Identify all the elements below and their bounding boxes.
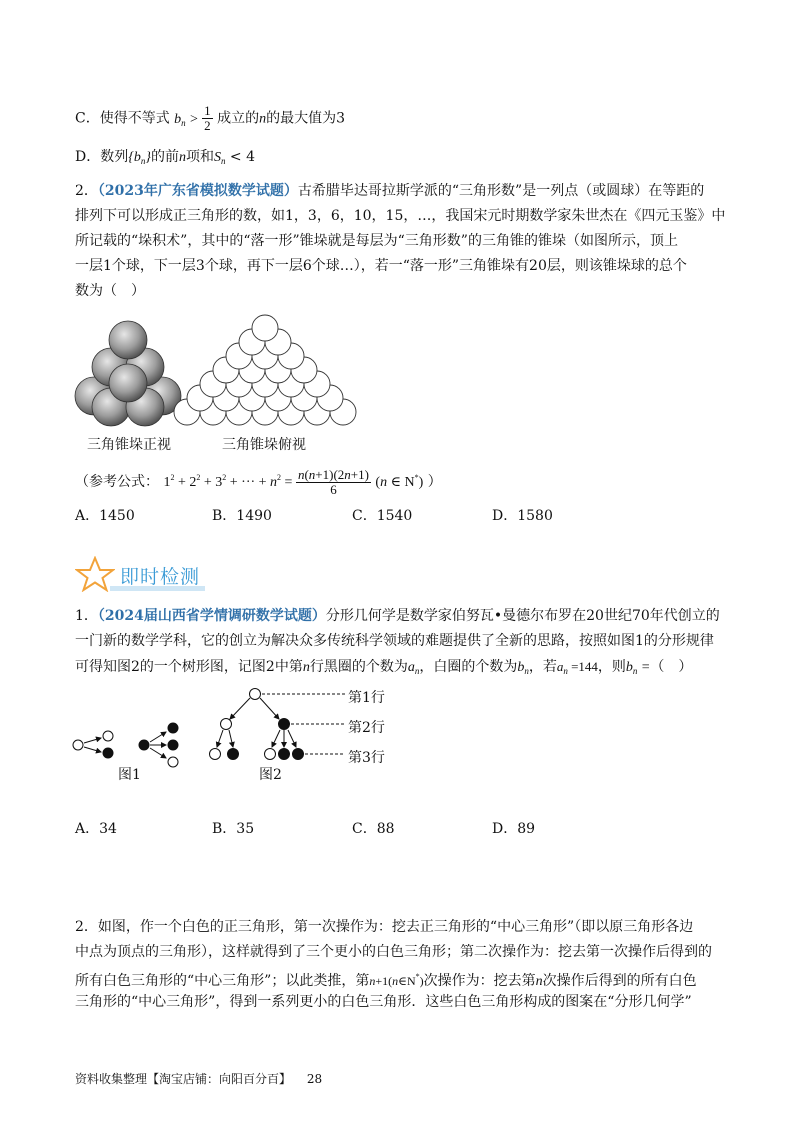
q3-option-b[interactable]: B．35 [212,821,255,837]
row-label-2: 第2行 [348,720,385,736]
sphere-pile-top-view [174,315,356,425]
q3-source: （2024届山西省学情调研数学试题） [97,608,326,624]
formula-fraction: $\frac{n(n+1)(2n+1)}{6}$ [297,466,369,497]
q2-option-b[interactable]: B．1490 [212,508,272,524]
q2-line1: 2．（2023年广东省模拟数学试题）古希腊毕达哥拉斯学派的“三角形数”是一列点（或圆球）在等距的 [75,183,705,199]
q4-line1: 2．如图，作一个白色的正三角形，第一次操作为：挖去正三角形的“中心三角形”（即以原三角形各边 [75,919,694,935]
star-icon [75,556,115,592]
section-title: 即时检测 [120,566,201,588]
q3-option-c[interactable]: C．88 [352,821,395,837]
top-view-sphere [252,315,278,341]
option-d-prev: D．数列$\{b_n\}$的前n项和$S_n < 4$ [75,149,255,166]
page-footer [75,1070,322,1087]
q3-line3: 可得知图2的一个树形图，记图2中第n行黑圈的个数为$a_n$，白圈的个数为$b_n$，若$a_n =144$，则$b_n$ =（ ） [75,659,693,676]
q2-line2: 排列下可以形成正三角形的数，如1，3，6，10，15，…，我国宋元时期数学家朱世杰在《四元玉鉴》中 [75,208,726,224]
q2-line4: 一层1个球，下一层3个球，再下一层6个球…），若一“落一形”三角锥垛有20层，则该锥垛球的总个 [75,258,687,274]
q2-option-a[interactable]: A．1450 [75,508,135,524]
fraction-one-half: $\frac{1}{2}$ [204,103,211,133]
row-label-1: 第1行 [348,690,385,706]
footer-text: 资料收集整理【淘宝店铺：向阳百分百】 [75,1072,292,1086]
q2-line3: 所记载的“垛积术”，其中的“落一形”锥垛就是每层为“三角形数”的三角锥的锥垛（如图所示，顶上 [75,233,678,249]
q4-line4: 三角形的“中心三角形”，得到一系列更小的白色三角形．这些白色三角形构成的图案在“分形几何学” [75,994,692,1010]
q2-option-d[interactable]: D．1580 [492,508,553,524]
q3-option-d[interactable]: D．89 [492,821,536,837]
page-number: 28 [306,1072,323,1086]
q3-line1: 1．（2024届山西省学情调研数学试题）分形几何学是数学家伯努瓦•曼德尔布罗在20世纪70年代创立的 [75,608,720,624]
q3-line2: 一门新的数学学科，它的创立为解决众多传统科学领域的难题提供了全新的思路，按照如图1的分形规律 [75,633,714,649]
figure-2 [210,689,346,760]
sphere-pile-front-view [75,321,181,426]
option-c-prev: C．使得不等式 $b_n$ > $\frac{1}{2}$ 成立的n的最大值为3 [75,103,345,133]
sphere-pile-figure [70,295,370,435]
math-bn-gt-half: $b_n$ > [174,111,203,128]
q2-source: （2023年广东省模拟数学试题） [97,183,298,199]
figure-2-label: 图2 [259,767,282,783]
reference-formula: （参考公式： $1^2 + 2^2 + 3^2$ + ··· + $n^2$ = $\frac{n(n+1)(2n+1)}{6}$ (n ∈ N*) ） [75,466,442,497]
q3-option-a[interactable]: A．34 [75,821,117,837]
caption-top-view: 三角锥垛俯视 [222,437,306,453]
row-label-3: 第3行 [348,750,385,766]
figure-1-label: 图1 [118,767,141,783]
q4-line3: 所有白色三角形的“中心三角形”；以此类推，第n+1(n∈N*)次操作为：挖去第n次操作后得到的所有白色 [75,972,697,989]
figure-1 [73,723,178,767]
q2-line5: 数为（ ） [75,283,145,299]
caption-front-view: 三角锥垛正视 [87,437,171,453]
q4-line2: 中点为顶点的三角形），这样就得到了三个更小的白色三角形；第二次操作为：挖去第一次操作后得到的 [75,944,712,960]
q2-option-c[interactable]: C．1540 [352,508,413,524]
